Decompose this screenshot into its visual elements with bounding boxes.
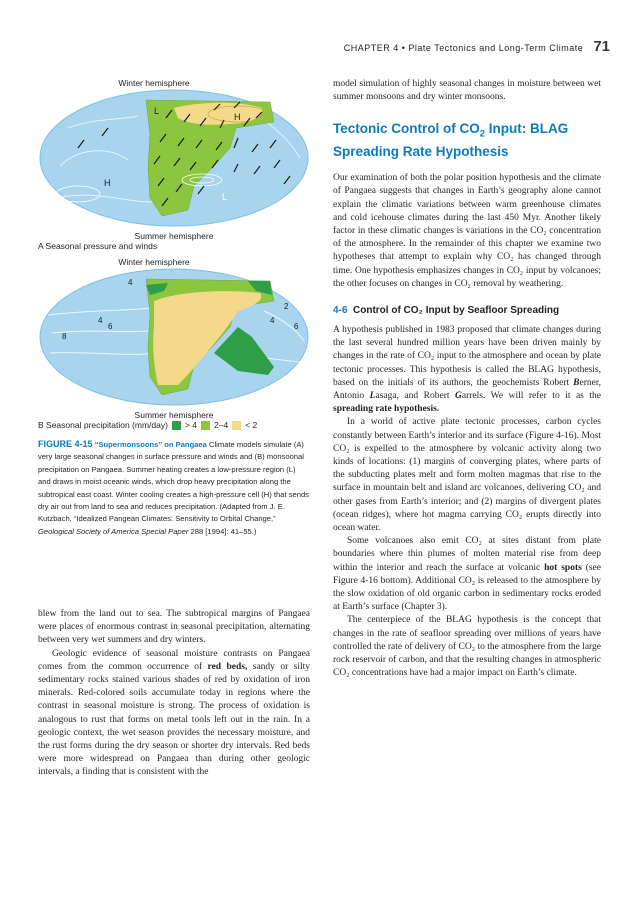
map-a-bottom-label: Summer hemisphere <box>134 231 214 241</box>
right-paragraph-1: Our examination of both the polar position hypothesis and the climate of Pangaea suggests that changes in Earth’s geography alone cannot explain the climatic variations between warm greenhouse climates and cold icehouse climates during the last 450 Myr. Another likely factor in these climatic changes is variations in the CO₂ concentration of the atmosphere. In the remainder of this chapter we examine two hypotheses that attempt to explain why CO₂ has changed through time. One hypothesis emphasizes changes in CO₂ input by volcanoes; the other focuses on changes in CO₂ removal by weathering. <box>333 173 601 289</box>
right-paragraph-5: The centerpiece of the BLAG hypothesis is the concept that changes in the rate of seafloor spreading over millions of years have controlled the rate of delivery of CO₂ to the atmosphere from the large rock reservoir of carbon, and that the resulting changes in atmospheric CO₂ concentrations have had a major impact on Earth’s climate. <box>333 615 601 679</box>
right-paragraph-3: In a world of active plate tectonic processes, carbon cycles constantly between Earth’s interior and its surface (Figure 4-16). Most CO₂ is expelled to the atmosphere by volcanic activity along two kinds of locations: (1) margins of converging plates, where parts of the subducting plates melt and form molten magmas that rise to the surface in mountain belt and island arc volcanoes, delivering CO₂ and other gases from Earth’s interior; and (2) margins of divergent plates (ocean ridges), where hot magma carrying CO₂ erupts directly into ocean water. <box>333 417 601 533</box>
legend-label-low: < 2 <box>245 420 258 430</box>
panel-b-label: B Seasonal precipitation (mm/day) <box>38 420 168 430</box>
initial-g: G <box>455 390 462 401</box>
pressure-label-low-b: L <box>222 192 228 202</box>
subsection-heading <box>333 305 601 316</box>
subsection-number: 4-6 <box>333 304 348 316</box>
right-paragraph-0: model simulation of highly seasonal changes in moisture between wet summer monsoons and dry winter monsoons. <box>333 79 601 103</box>
section-heading-subscript: 2 <box>479 129 485 141</box>
precipitation-legend <box>38 420 310 430</box>
legend-swatch-mid <box>201 421 210 430</box>
caption-journal: Geological Society of America Special Paper <box>38 526 189 536</box>
term-hot-spots: hot spots <box>544 562 582 573</box>
map-a-svg <box>38 88 310 228</box>
caption-reference: 288 [1994]: 41–55.) <box>190 526 257 536</box>
figure-number: FIGURE 4-15 <box>38 439 93 449</box>
running-header <box>344 38 610 55</box>
contour-label-2: 4 <box>270 316 275 325</box>
pressure-label-high-b: H <box>104 178 111 188</box>
map-a <box>38 88 310 233</box>
figure-4-15 <box>38 78 310 538</box>
right-p2-text-c: asaga, and Robert <box>375 390 455 401</box>
right-p4-text-b: (see Figure 4-16 bottom). Additional CO₂ is released to the atmosphere by the slow oxidation of old organic carbon in sedimentary rocks eroded at Earth’s surface (Chapter 3). <box>333 562 601 613</box>
chapter-title: CHAPTER 4 • Plate Tectonics and Long-Term Climate <box>343 43 584 53</box>
left-column <box>38 78 310 778</box>
map-b-svg <box>38 267 310 407</box>
subsection-title: Control of CO₂ Input by Seafloor Spreading <box>353 304 560 316</box>
map-a-top-label: Winter hemisphere <box>118 78 190 88</box>
legend-label-high: > 4 <box>184 420 197 430</box>
pressure-label-low-a: L <box>154 106 160 116</box>
map-b <box>38 267 310 412</box>
contour-label-3: 6 <box>294 322 299 331</box>
map-b-top-label: Winter hemisphere <box>118 257 190 267</box>
contour-label-4: 4 <box>98 316 103 325</box>
initial-b: B <box>573 377 580 388</box>
contour-label-0: 4 <box>128 278 133 287</box>
page-number: 71 <box>593 38 610 55</box>
contour-label-6: 8 <box>62 332 67 341</box>
term-spreading-rate: spreading rate hypothesis. <box>333 404 440 415</box>
left-p2-text-a: Geologic evidence of seasonal moisture contrasts on Pangaea comes from the common occurrence of <box>38 648 310 672</box>
right-p2-text-a: A hypothesis published in 1983 proposed that climate changes during the last several hundred million years have been driven mainly by changes in the rate of CO₂ input to the atmosphere and ocean by plate tectonic processes. This hypothesis is called the BLAG hypothesis, based on the initials of its authors, the geochemists Robert <box>333 324 601 388</box>
legend-label-mid: 2–4 <box>213 420 229 430</box>
right-p2-text-b: erner, Antonio <box>333 377 601 401</box>
right-p2-text-d: arrels. We will refer to it as the <box>461 390 601 401</box>
caption-text: Climate models simulate (A) very large seasonal changes in surface pressure and winds and (B) monsoonal precipitation on Pangaea. Summer heating creates a low-pressure region (L) and draws in moist oceanic winds, which drop heavy precipitation along the subtropical east coast. Winter cooling creates a high-pressure cell (H) that sends dry air out from land to sea and reduces precipitation. (Adapted from J. E. Kutzbach, “Idealized Pangean Climates: Sensitivity to Orbital Change,” <box>38 440 309 524</box>
right-paragraph-2 <box>333 324 601 416</box>
contour-label-1: 2 <box>284 302 289 311</box>
left-body-text <box>38 608 310 780</box>
legend-swatch-low <box>232 421 241 430</box>
initial-l: L <box>369 390 376 401</box>
right-column <box>333 78 601 680</box>
right-p4-text-a: Some volcanoes also emit CO₂ at sites distant from plate boundaries where thin plumes of molten material rise from deep within the interior and reach the surface at volcanic <box>333 536 601 573</box>
contour-label-5: 6 <box>108 322 113 331</box>
figure-title: “Supermonsoons” on Pangaea <box>94 440 207 449</box>
left-paragraph-1: blew from the land out to sea. The subtropical margins of Pangaea were places of enormous contrast in seasonal precipitation, alternating between very wet summers and dry winters. <box>38 609 310 646</box>
section-heading-part-a: Tectonic Control of CO <box>333 121 480 137</box>
right-paragraph-4 <box>333 535 601 614</box>
left-p2-text-b: sandy or silty sedimentary rocks stained various shades of red by oxidation of iron minerals. Red-colored soils accumulate today in regions where the contrast in seasonal moisture is strong. The process of oxidation is analogous to rust that forms on metal tools left out in the rain. In a geologic context, the wet season provides the necessary moisture, and the rust forms during the dry season or shorter dry intervals. Red beds were more widespread on Pangaea than during other geologic intervals, a finding that is consistent with the <box>38 661 310 778</box>
figure-caption <box>38 438 310 538</box>
section-heading-part-b: Input: BLAG Spreading Rate Hypothesis <box>333 121 569 160</box>
legend-swatch-high <box>172 421 181 430</box>
left-paragraph-2 <box>38 648 310 780</box>
section-heading <box>333 120 601 160</box>
panel-a-label: A Seasonal pressure and winds <box>38 241 158 251</box>
pressure-label-high-a: H <box>234 112 241 122</box>
term-red-beds: red beds, <box>207 661 248 672</box>
map-b-bottom-label: Summer hemisphere <box>134 410 214 420</box>
